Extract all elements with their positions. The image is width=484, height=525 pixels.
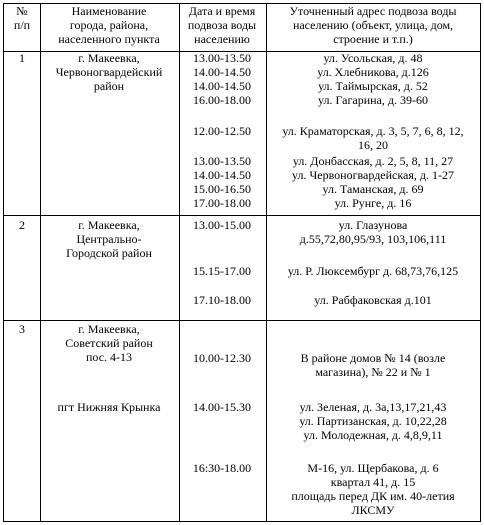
locality-name: пгт Нижняя Крынка bbox=[57, 400, 161, 414]
delivery-time: 14.00-14.50 bbox=[193, 168, 251, 182]
delivery-address: М-16, ул. Щербакова, д. 6 bbox=[307, 461, 439, 475]
delivery-time: 14.00-14.50 bbox=[193, 79, 251, 93]
delivery-address: ул. Краматорская, д. 3, 5, 7, 6, 8, 12, bbox=[282, 124, 464, 138]
delivery-address: ул. Таймырская, д. 52 bbox=[318, 79, 428, 93]
delivery-address: ул. Рабфаковская д.101 bbox=[314, 293, 432, 307]
delivery-time: 14.00-15.30 bbox=[193, 400, 251, 414]
delivery-address: ул. Донбасская, д. 2, 5, 8, 11, 27 bbox=[292, 154, 454, 168]
row-divider bbox=[4, 320, 480, 321]
header-address: Уточненный адрес подвоза воды населению (объект, улица, дом, строение и т.п.) bbox=[289, 4, 457, 46]
row-number: 1 bbox=[19, 51, 25, 65]
delivery-time: 10.00-12.30 bbox=[193, 351, 251, 365]
delivery-time: 15.15-17.00 bbox=[193, 264, 251, 278]
row-divider bbox=[4, 215, 480, 216]
delivery-time: 16.00-18.00 bbox=[193, 93, 251, 107]
delivery-address: д.55,72,80,95/93, 103,106,111 bbox=[299, 232, 447, 246]
header-time: Дата и время подвоза воды населению bbox=[187, 4, 257, 46]
row-number: 2 bbox=[19, 218, 25, 232]
delivery-time: 17.10-18.00 bbox=[193, 293, 251, 307]
delivery-address: ул. Молодежная, д. 4,8,9,11 bbox=[303, 428, 443, 442]
delivery-address: магазина), № 22 и № 1 bbox=[315, 365, 431, 379]
locality-name: г. Макеевка, Советский район пос. 4-13 bbox=[65, 322, 153, 364]
delivery-time: 13.00-13.50 bbox=[193, 154, 251, 168]
delivery-address: ул. Рунге, д. 16 bbox=[334, 196, 412, 210]
delivery-address: ул. Зеленая, д. 3а,13,17,21,43 bbox=[299, 400, 447, 414]
delivery-address: ул. Хлебникова, д.126 bbox=[317, 65, 429, 79]
delivery-address: ул. Червоногвардейская, д. 1-27 bbox=[292, 168, 454, 182]
delivery-time: 13.00-15.00 bbox=[193, 218, 251, 232]
header-name: Наименование города, района, населенного пункта bbox=[58, 4, 160, 46]
delivery-address: 16, 20 bbox=[358, 138, 388, 152]
delivery-address: ул. Усольская, д. 48 bbox=[323, 51, 423, 65]
delivery-address: площадь перед ДК им. 40-летия bbox=[291, 489, 455, 503]
delivery-time: 14.00-14.50 bbox=[193, 65, 251, 79]
delivery-time: 15.00-16.50 bbox=[193, 182, 251, 196]
delivery-address: квартал 41, д. 15 bbox=[330, 475, 416, 489]
delivery-address: ЛКСМУ bbox=[351, 503, 395, 517]
delivery-time: 13.00-13.50 bbox=[193, 51, 251, 65]
locality-name: г. Макеевка, Центрально- Городской район bbox=[66, 218, 152, 260]
locality-name: г. Макеевка, Червоногвардейский район bbox=[55, 51, 163, 93]
delivery-time: 17.00-18.00 bbox=[193, 196, 251, 210]
delivery-address: В районе домов № 14 (возле bbox=[300, 351, 446, 365]
row-number: 3 bbox=[19, 322, 25, 336]
header-num: № п/п bbox=[13, 4, 31, 32]
delivery-address: ул. Партизанская, д. 10,22,28 bbox=[299, 414, 447, 428]
delivery-address: ул. Таманская, д. 69 bbox=[322, 182, 424, 196]
delivery-time: 16:30-18.00 bbox=[192, 461, 252, 475]
delivery-address: ул. Р. Люксембург д. 68,73,76,125 bbox=[287, 264, 459, 278]
delivery-time: 12.00-12.50 bbox=[193, 124, 251, 138]
delivery-address: ул. Глазунова bbox=[338, 218, 408, 232]
delivery-address: ул. Гагарина, д. 39-60 bbox=[318, 93, 428, 107]
